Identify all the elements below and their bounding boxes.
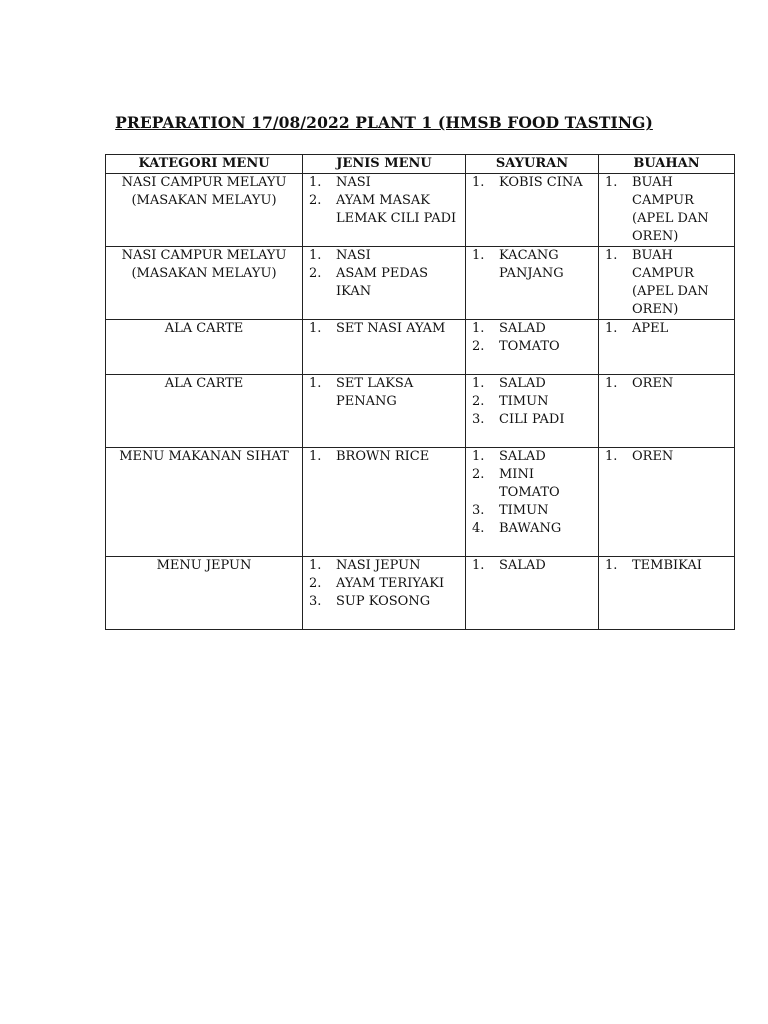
list-number: 1. (309, 376, 322, 391)
kategori-cell: ALA CARTE (106, 375, 303, 448)
list-number: 1. (309, 248, 322, 263)
kategori-cell: NASI CAMPUR MELAYU (MASAKAN MELAYU) (106, 247, 303, 320)
list-number: 2. (472, 394, 485, 409)
buahan-cell (599, 174, 735, 247)
list-item-text: OREN (632, 376, 674, 391)
sayuran-list (472, 320, 592, 356)
list-item (309, 448, 459, 466)
header-kategori-menu: KATEGORI MENU (106, 155, 303, 174)
kategori-cell: NASI CAMPUR MELAYU (MASAKAN MELAYU) (106, 174, 303, 247)
list-item-text: ASAM PEDAS IKAN (336, 266, 429, 299)
table-row (106, 448, 735, 557)
list-item (472, 466, 592, 502)
list-item-text: MINI TOMATO (499, 467, 560, 500)
list-item-text: SALAD (499, 558, 546, 573)
sayuran-cell (466, 375, 599, 448)
buahan-cell (599, 320, 735, 375)
list-item (472, 448, 592, 466)
header-buahan: BUAHAN (599, 155, 735, 174)
sayuran-cell (466, 320, 599, 375)
buahan-cell (599, 375, 735, 448)
list-item (472, 174, 592, 192)
kategori-cell: MENU JEPUN (106, 557, 303, 630)
jenis-cell (303, 375, 466, 448)
jenis-list (309, 174, 459, 228)
table-row (106, 174, 735, 247)
buahan-list (605, 557, 728, 575)
table-row (106, 375, 735, 448)
list-item (309, 575, 459, 593)
list-number: 1. (472, 558, 485, 573)
list-item-text: AYAM MASAK LEMAK CILI PADI (336, 193, 457, 226)
list-item (605, 448, 728, 466)
list-number: 1. (605, 376, 618, 391)
list-item-text: TIMUN (499, 503, 549, 518)
list-item (472, 557, 592, 575)
table-header-row (106, 155, 735, 174)
jenis-cell (303, 247, 466, 320)
list-item (309, 265, 459, 301)
list-item-text: BAWANG (499, 521, 562, 536)
page-title: PREPARATION 17/08/2022 PLANT 1 (HMSB FOOD TASTING) (115, 113, 653, 132)
buahan-cell (599, 557, 735, 630)
list-item-text: SALAD (499, 376, 546, 391)
list-item (472, 247, 592, 283)
sayuran-cell (466, 448, 599, 557)
jenis-list (309, 247, 459, 301)
list-item (309, 375, 459, 411)
list-item-text: SET LAKSA PENANG (336, 376, 414, 409)
list-number: 1. (472, 321, 485, 336)
sayuran-cell (466, 557, 599, 630)
list-number: 4. (472, 521, 485, 536)
list-item (605, 375, 728, 393)
jenis-cell (303, 320, 466, 375)
jenis-cell (303, 557, 466, 630)
list-item-text: TOMATO (499, 339, 560, 354)
jenis-list (309, 557, 459, 611)
list-item-text: SET NASI AYAM (336, 321, 446, 336)
list-item (472, 502, 592, 520)
list-number: 1. (605, 248, 618, 263)
list-item-text: OREN (632, 449, 674, 464)
list-item (472, 520, 592, 538)
list-item-text: KACANG PANJANG (499, 248, 564, 281)
list-item-text: TIMUN (499, 394, 549, 409)
list-item (605, 174, 728, 246)
buahan-list (605, 448, 728, 466)
list-item-text: APEL (632, 321, 669, 336)
list-number: 1. (472, 376, 485, 391)
list-number: 2. (309, 576, 322, 591)
list-item (605, 247, 728, 319)
jenis-cell (303, 448, 466, 557)
list-number: 3. (472, 503, 485, 518)
sayuran-cell (466, 247, 599, 320)
header-jenis-menu: JENIS MENU (303, 155, 466, 174)
buahan-list (605, 174, 728, 246)
list-number: 1. (309, 175, 322, 190)
list-item (309, 192, 459, 228)
list-item-text: KOBIS CINA (499, 175, 583, 190)
list-item (605, 320, 728, 338)
list-number: 1. (472, 248, 485, 263)
table-row (106, 557, 735, 630)
sayuran-cell (466, 174, 599, 247)
kategori-cell: ALA CARTE (106, 320, 303, 375)
list-item (309, 593, 459, 611)
list-item (472, 320, 592, 338)
list-number: 1. (605, 321, 618, 336)
list-item-text: CILI PADI (499, 412, 565, 427)
list-item-text: BUAH CAMPUR (APEL DAN OREN) (632, 248, 709, 317)
table-row (106, 320, 735, 375)
list-number: 1. (309, 558, 322, 573)
list-item-text: BUAH CAMPUR (APEL DAN OREN) (632, 175, 709, 244)
list-number: 1. (309, 449, 322, 464)
list-item-text: SALAD (499, 321, 546, 336)
list-number: 2. (309, 266, 322, 281)
header-sayuran: SAYURAN (466, 155, 599, 174)
buahan-cell (599, 247, 735, 320)
list-item (605, 557, 728, 575)
list-item-text: BROWN RICE (336, 449, 430, 464)
sayuran-list (472, 247, 592, 283)
table-row (106, 247, 735, 320)
list-item (472, 393, 592, 411)
list-number: 3. (472, 412, 485, 427)
buahan-list (605, 320, 728, 338)
list-item-text: SUP KOSONG (336, 594, 431, 609)
list-item (309, 320, 459, 338)
list-number: 1. (605, 175, 618, 190)
list-item-text: AYAM TERIYAKI (336, 576, 445, 591)
jenis-list (309, 375, 459, 411)
buahan-cell (599, 448, 735, 557)
menu-table (105, 154, 735, 630)
list-item-text: TEMBIKAI (632, 558, 702, 573)
buahan-list (605, 247, 728, 319)
list-number: 1. (605, 449, 618, 464)
list-item (309, 557, 459, 575)
list-number: 1. (472, 175, 485, 190)
list-item (309, 174, 459, 192)
buahan-list (605, 375, 728, 393)
list-item (309, 247, 459, 265)
list-number: 2. (472, 467, 485, 482)
kategori-cell: MENU MAKANAN SIHAT (106, 448, 303, 557)
sayuran-list (472, 448, 592, 538)
list-number: 3. (309, 594, 322, 609)
sayuran-list (472, 174, 592, 192)
list-item (472, 375, 592, 393)
list-item-text: NASI (336, 175, 371, 190)
jenis-cell (303, 174, 466, 247)
list-number: 2. (472, 339, 485, 354)
sayuran-list (472, 557, 592, 575)
list-item-text: SALAD (499, 449, 546, 464)
list-item-text: NASI JEPUN (336, 558, 421, 573)
sayuran-list (472, 375, 592, 429)
list-item (472, 411, 592, 429)
jenis-list (309, 448, 459, 466)
list-number: 1. (309, 321, 322, 336)
list-number: 2. (309, 193, 322, 208)
jenis-list (309, 320, 459, 338)
list-number: 1. (605, 558, 618, 573)
list-item (472, 338, 592, 356)
list-item-text: NASI (336, 248, 371, 263)
list-number: 1. (472, 449, 485, 464)
